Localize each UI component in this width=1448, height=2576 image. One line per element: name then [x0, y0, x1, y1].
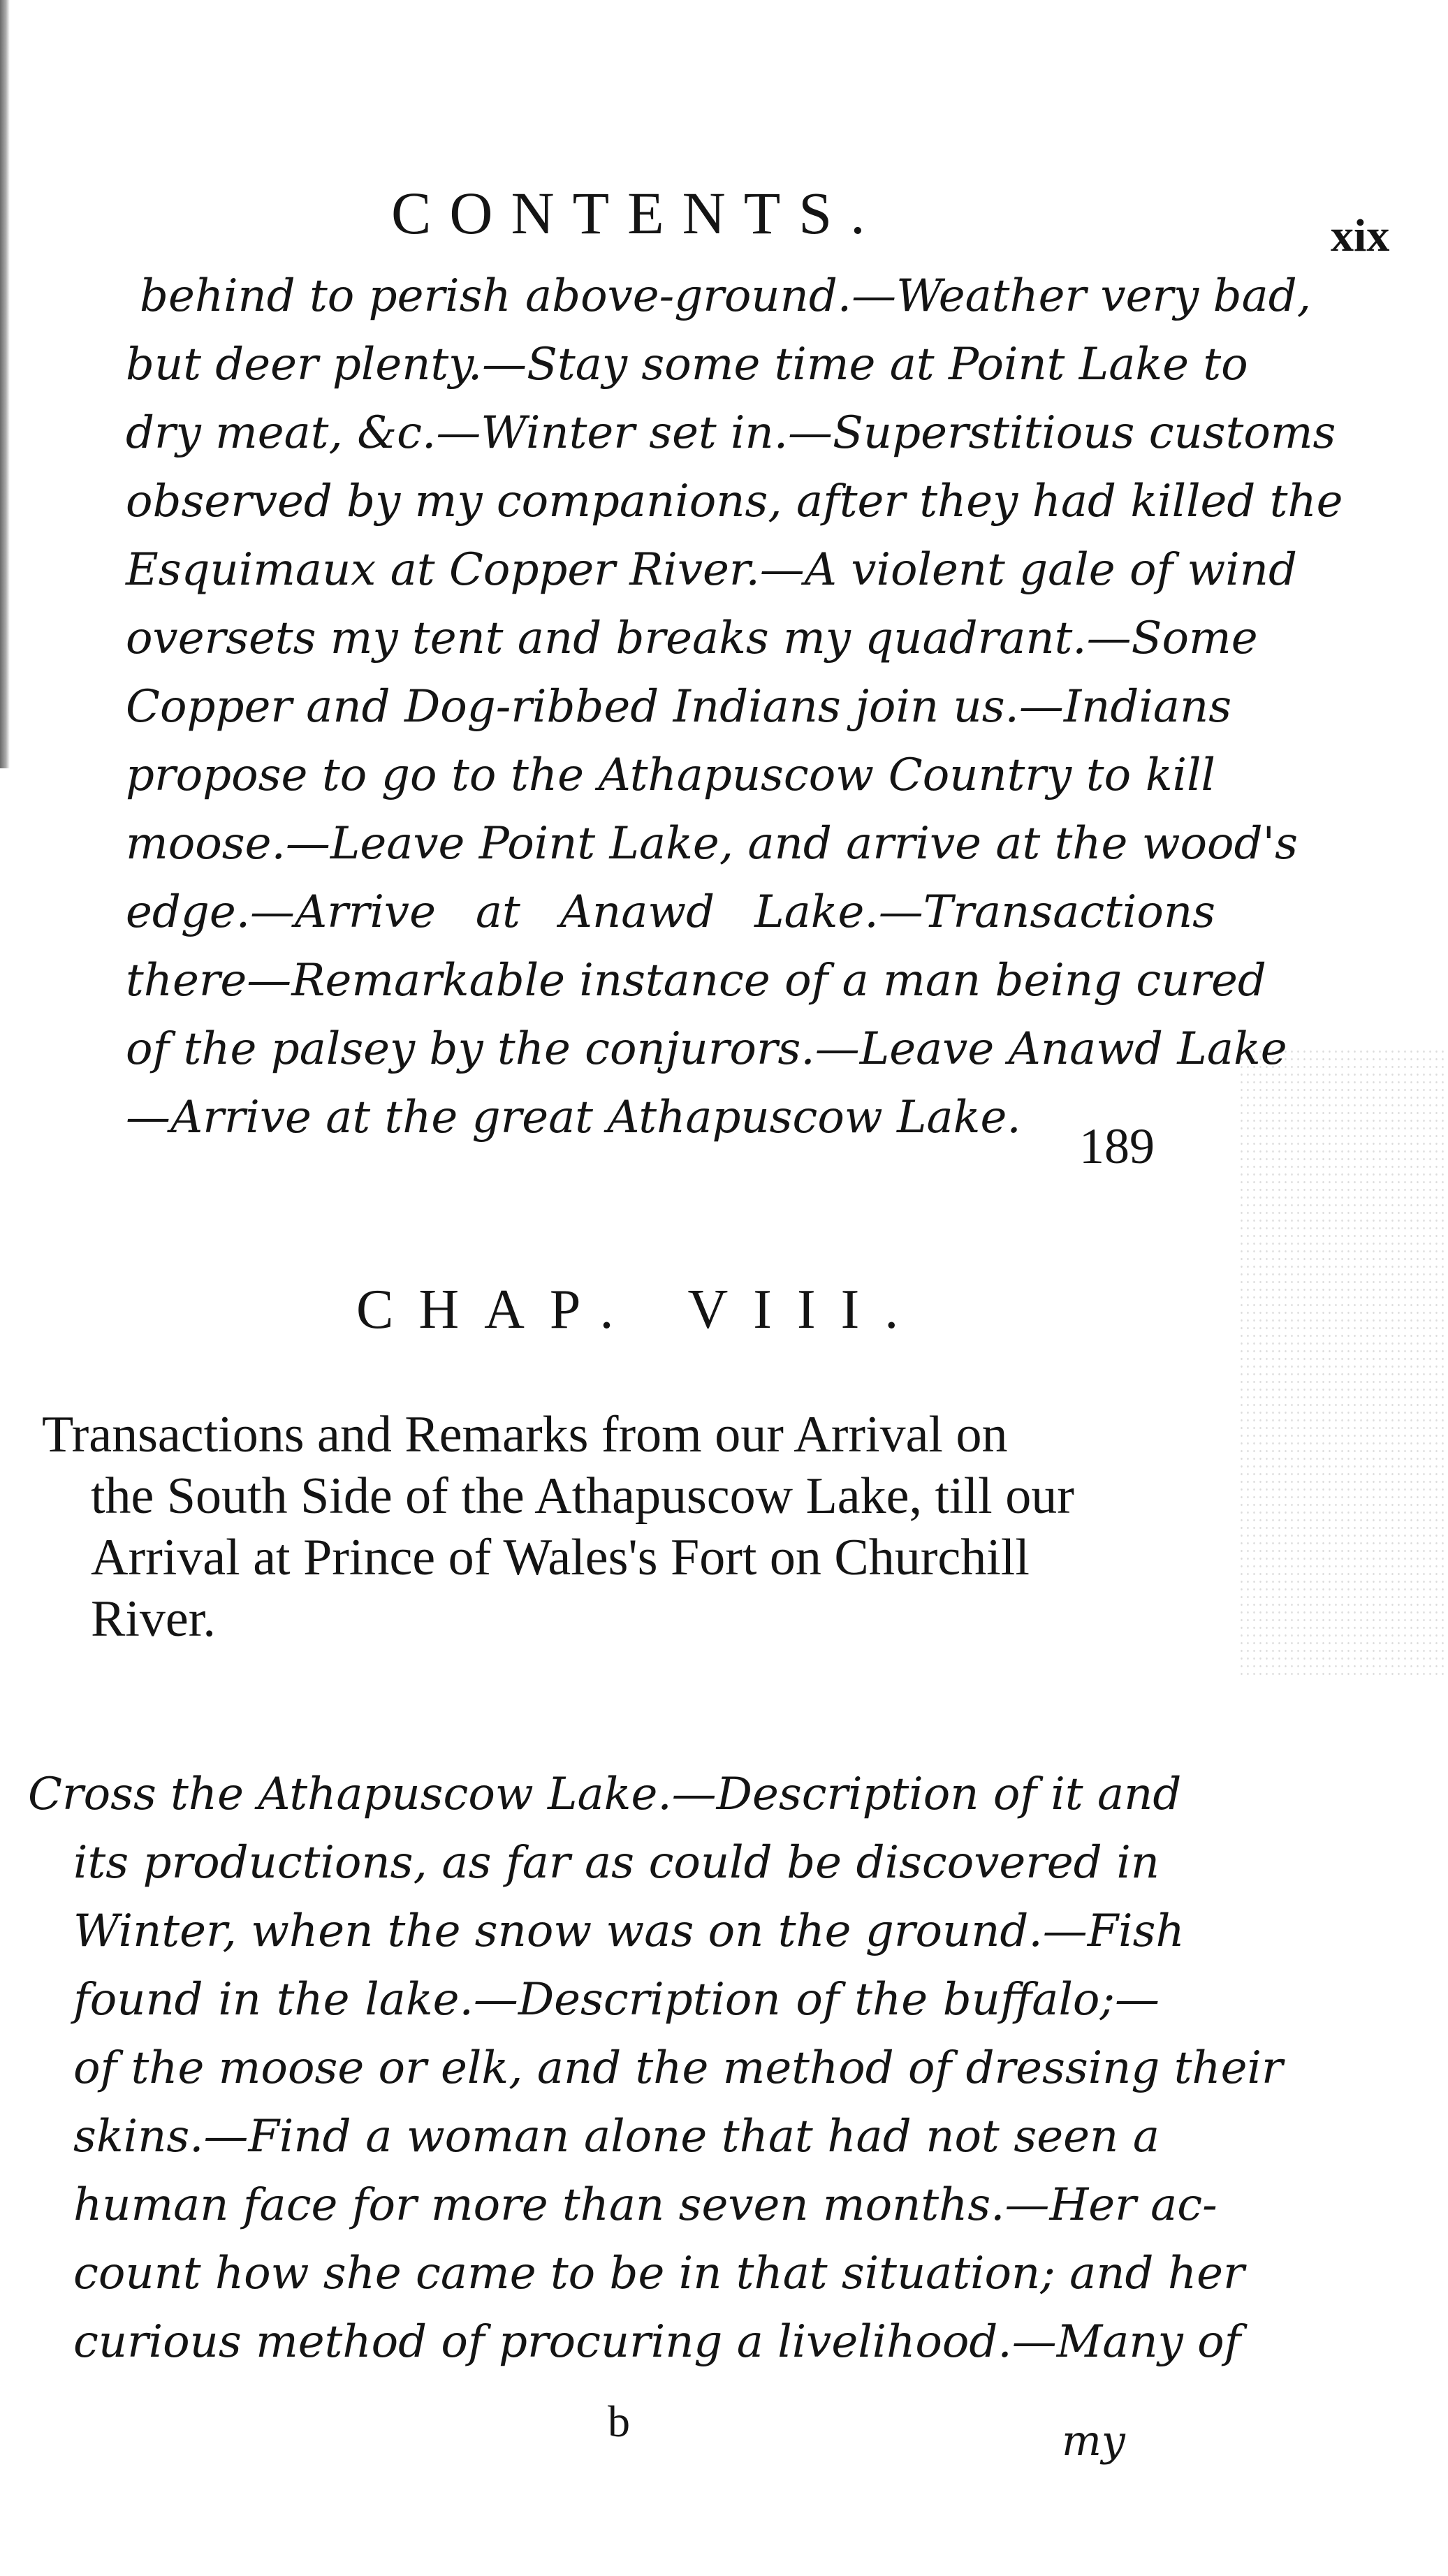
entry-line: Cross the Athapuscow Lake.—Description of it and	[28, 1769, 1182, 1820]
entry-line: —Arrive at the great Athapuscow Lake.	[126, 1092, 1021, 1143]
chapter-heading	[356, 1278, 923, 1342]
entry-line: Winter, when the snow was on the ground.—Fish	[73, 1905, 1185, 1957]
entry-line: oversets my tent and breaks my quadrant.—Some	[126, 613, 1258, 664]
page-edge-shadow	[0, 0, 10, 768]
summary-line: the South Side of the Athapuscow Lake, till our	[91, 1468, 1074, 1525]
entry-line: dry meat, &c.—Winter set in.—Superstitious customs	[126, 407, 1336, 459]
summary-line: River.	[91, 1590, 216, 1648]
entry-line: propose to go to the Athapuscow Country to kill	[126, 749, 1215, 801]
running-title: CONTENTS.	[391, 180, 884, 247]
entry-line: behind to perish above-ground.—Weather very bad,	[140, 270, 1312, 322]
entry-line: edge.—Arrive at Anawd Lake.—Transactions	[126, 886, 1215, 938]
entry-line: there—Remarkable instance of a man being cured	[126, 955, 1266, 1007]
entry-line: of the moose or elk, and the method of dressing their	[73, 2042, 1283, 2094]
summary-line: Transactions and Remarks from our Arrival on	[42, 1406, 1008, 1463]
entry-line: found in the lake.—Description of the buffalo;—	[73, 1974, 1160, 2026]
chapter-summary	[42, 1404, 1173, 1650]
chapter-label: CHAP.	[356, 1279, 639, 1340]
entry-line: of the palsey by the conjurors.—Leave Anawd Lake	[126, 1023, 1287, 1075]
entry-line: Esquimaux at Copper River.—A violent gale of wind	[126, 544, 1297, 596]
catchword: my	[1062, 2417, 1125, 2466]
entry-line: but deer plenty.—Stay some time at Point Lake to	[126, 339, 1248, 390]
entry-line: Copper and Dog-ribbed Indians join us.—Indians	[126, 681, 1232, 733]
page-reference: 189	[1079, 1118, 1155, 1174]
entry-line: curious method of procuring a livelihood.—Many of	[73, 2316, 1241, 2368]
entry-line: count how she came to be in that situation; and her	[73, 2248, 1245, 2299]
entry-line: observed by my companions, after they had killed the	[126, 476, 1343, 527]
chapter-number: VIII.	[687, 1279, 924, 1340]
entry-line: skins.—Find a woman alone that had not seen a	[73, 2111, 1160, 2162]
page-numeral: xix	[1331, 210, 1390, 261]
signature-mark: b	[608, 2396, 630, 2446]
scan-speckle	[1238, 1048, 1448, 1676]
contents-entry-continued	[126, 262, 1343, 1152]
entry-line: human face for more than seven months.—Her ac-	[73, 2179, 1217, 2231]
summary-line: Arrival at Prince of Wales's Fort on Churchill	[91, 1529, 1030, 1586]
contents-entry-next	[28, 1760, 1283, 2376]
entry-line: moose.—Leave Point Lake, and arrive at the wood's	[126, 818, 1298, 870]
entry-line: its productions, as far as could be discovered in	[73, 1837, 1160, 1889]
